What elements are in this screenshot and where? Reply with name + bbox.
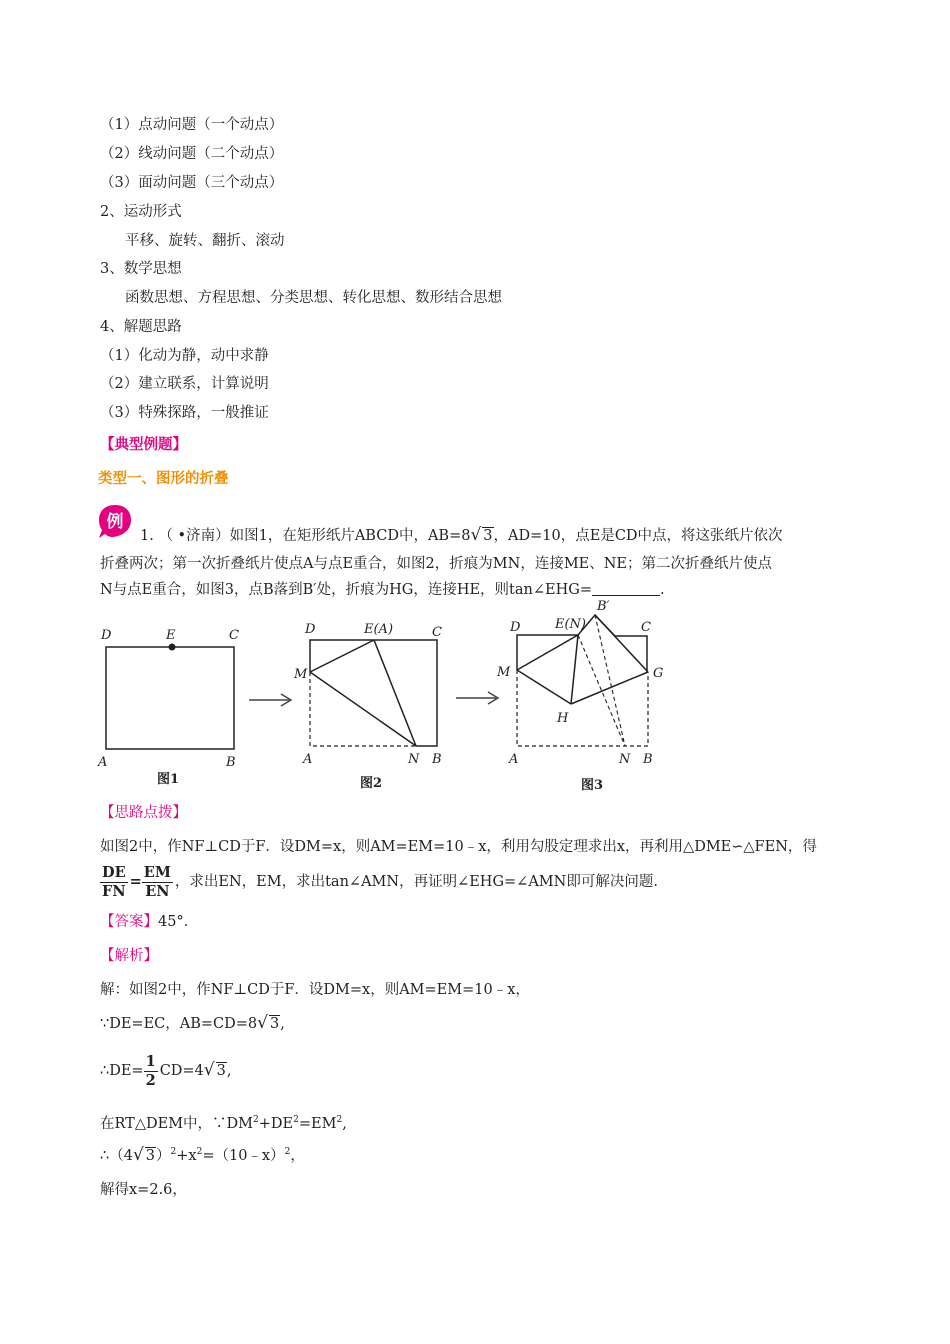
solution-line-4: 在RT△DEM中，$\because DM^2+DE^2=EM^2$, [100,1115,347,1132]
svg-text:图1: 图1 [157,772,180,787]
solution-label: 【解析】 [100,948,158,964]
list-item: （2）线动问题（二个动点） [100,146,284,162]
svg-text:C: C [641,620,651,635]
segment-me [310,640,374,672]
solution-line-1: 解：如图2中，作NF⊥CD于F．设DM=x，则AM=EM=10﹣x， [100,982,530,998]
svg-text:G: G [653,666,664,681]
svg-text:B′: B′ [597,599,610,614]
svg-text:N: N [408,752,420,767]
list-item: 平移、旋转、翻折、滚动 [125,233,285,249]
list-item: （3）特殊探路，一般推证 [100,405,269,421]
list-item: 函数思想、方程思想、分类思想、转化思想、数形结合思想 [125,290,502,306]
svg-text:D: D [305,622,316,637]
badge-label: 例 [106,512,124,532]
svg-text:E(A): E(A) [364,622,394,637]
section-heading: 3、数学思想 [100,261,182,277]
svg-text:B: B [643,752,653,767]
problem-line-1: 1. （ •济南）如图1，在矩形纸片ABCD中，AB=8√ 3，AD=10，点E是CD中点，将这张纸片依次 [140,525,783,545]
hint-line-2: $\frac{DE}{FN}$ = $\frac{EM}{EN}$ ，求出EN，EM，求出tan∠AMN，再证明∠EHG=∠AMN即可解决问题. [102,863,658,900]
answer-line: 【答案】45°． [100,914,199,930]
svg-text:A: A [509,752,519,767]
svg-text:H: H [557,711,569,726]
solution-line-5: ∴（4√ $3)^2+x^2=(10﹣x)^2$， [100,1145,305,1165]
solution-line-6: 解得x=2.6， [100,1182,187,1198]
svg-text:N: N [619,752,631,767]
fraction: $\frac{DE}{FN}$ [102,863,126,900]
figure-3 [495,596,675,796]
list-item: （3）面动问题（三个动点） [100,175,284,191]
list-item: （2）建立联系，计算说明 [100,376,269,392]
solution-line-3: ∴DE= $\frac{1}{2}$ CD=4√ 3, [100,1052,232,1089]
fraction: $\frac{1}{2}$ [145,1052,156,1089]
svg-text:A: A [98,755,108,770]
solution-line-2: ∵DE=EC，AB=CD=8√ 3, [100,1013,285,1033]
section-heading: 2、运动形式 [100,204,182,220]
svg-text:B: B [432,752,442,767]
example-badge-icon [97,503,133,539]
fraction: $\frac{EM}{EN}$ [143,863,171,900]
rectangle-abcd [106,647,234,749]
problem-line-3: N与点E重合，如图3，点B落到B′处，折痕为HG，连接HE，则tan∠EHG= . [100,582,665,598]
svg-text:M: M [497,665,511,680]
svg-text:E: E [166,628,176,643]
svg-text:图3: 图3 [581,778,604,793]
answer-blank [592,581,660,596]
type-heading: 类型一、图形的折叠 [98,470,229,487]
section-heading: 【典型例题】 [100,436,187,453]
svg-text:A: A [303,752,313,767]
svg-text:D: D [101,628,112,643]
svg-text:图2: 图2 [360,776,383,791]
svg-text:D: D [510,620,521,635]
crease-mn [310,672,416,746]
point-e [169,644,176,651]
hint-label: 【思路点拨】 [100,805,187,821]
svg-text:C: C [432,625,442,640]
figure-2 [296,616,456,796]
arrow-right-icon [247,690,295,710]
list-item: （1）点动问题（一个动点） [100,117,284,133]
hint-line-1: 如图2中，作NF⊥CD于F．设DM=x，则AM=EM=10﹣x，利用勾股定理求出x，再利用△DME∽△FEN，得 [100,839,817,855]
svg-text:C: C [229,628,239,643]
list-item: （1）化动为静，动中求静 [100,348,269,364]
figure-1 [95,620,255,795]
section-heading: 4、解题思路 [100,319,182,335]
svg-text:B: B [226,755,236,770]
segment-ne [374,640,416,746]
problem-line-2: 折叠两次；第一次折叠纸片使点A与点E重合，如图2，折痕为MN，连接ME、NE；第二次折叠纸片使点 [100,556,773,572]
svg-text:E(N): E(N) [555,617,587,632]
svg-text:M: M [294,667,308,682]
